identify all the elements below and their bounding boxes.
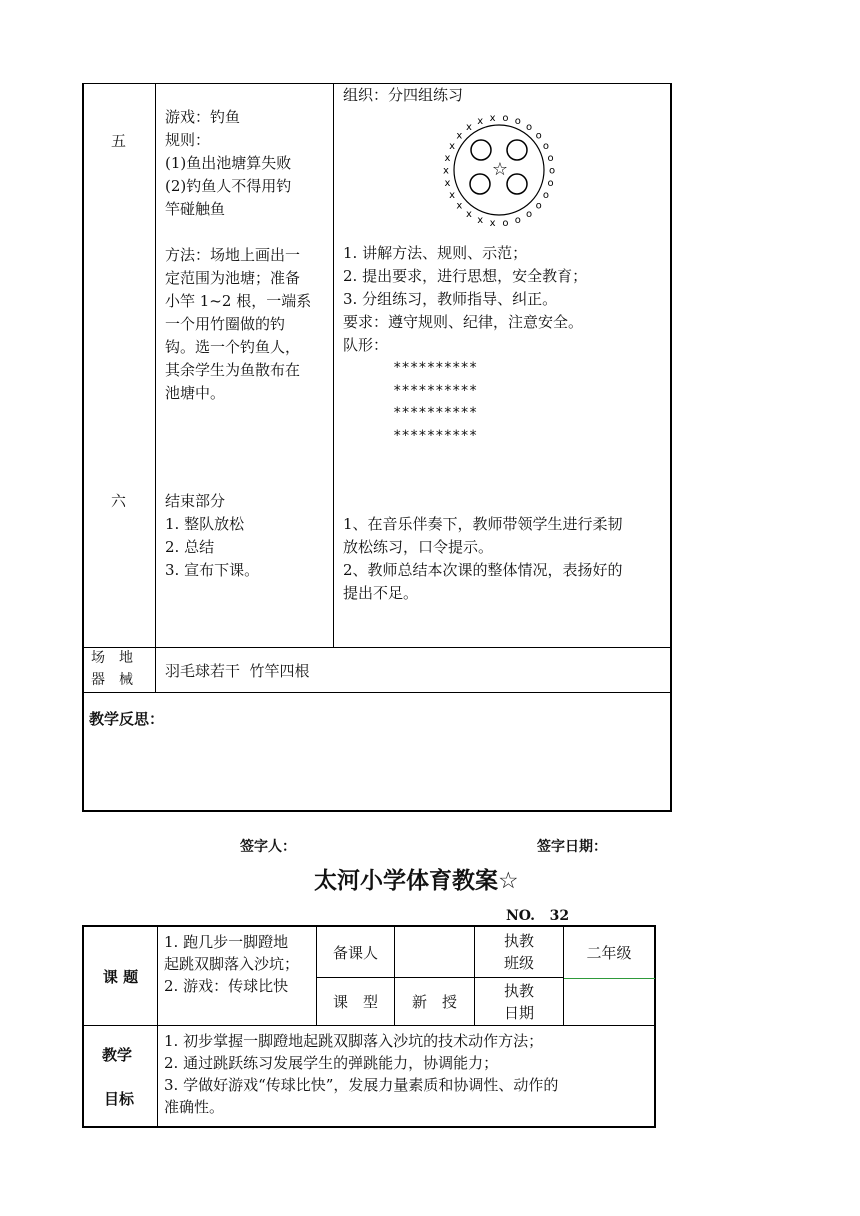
signer-label: 签字人： — [240, 839, 296, 855]
lesson-type-label: 课 型 — [332, 993, 378, 1011]
content-line — [165, 221, 311, 244]
content-line: 游戏：钓鱼 — [165, 108, 241, 126]
player-o-mark: o — [548, 165, 556, 177]
content-line: (1)鱼出池塘算失败 — [165, 154, 292, 172]
formation-row: ********** — [393, 405, 478, 421]
content-line: 定范围为池塘；准备 — [165, 269, 301, 287]
venue-label-line1: 场 地 — [91, 650, 133, 666]
content-line: 钩。选一个钓鱼人， — [165, 338, 301, 356]
date-label — [475, 978, 563, 1025]
class-label — [475, 927, 563, 977]
topic-line: 1. 跑几步一脚蹬地 — [164, 933, 289, 951]
content-line: 小竿 1~2 根，一端系 — [165, 292, 312, 310]
player-o-mark: o — [514, 215, 521, 227]
content-line: 结束部分 — [165, 492, 226, 510]
formation-diagram — [393, 357, 477, 447]
content-line: 竿碰触鱼 — [165, 200, 226, 218]
player-x-mark: x — [444, 178, 451, 190]
player-x-mark: x — [444, 152, 451, 164]
player-x-mark: x — [477, 215, 484, 227]
topic-line: 起跳双脚落入沙坑； — [164, 955, 300, 973]
player-o-mark: o — [535, 130, 542, 142]
player-x-mark: x — [449, 190, 456, 202]
reflection-label: 教学反思： — [89, 710, 165, 728]
class-value: 二年级 — [586, 943, 632, 962]
player-o-mark: o — [502, 112, 509, 124]
player-x-mark: x — [456, 200, 463, 212]
content-line: (2)钓鱼人不得用钓 — [165, 177, 292, 195]
player-x-mark: x — [456, 130, 463, 142]
fishing-pond-diagram — [440, 110, 560, 230]
step-line: 2. 提出要求，进行思想，安全教育； — [343, 267, 588, 285]
goals-label-line1: 教学 — [102, 1046, 133, 1064]
topic-line: 2. 游戏：传球比快 — [164, 977, 289, 995]
method-line: 1、在音乐伴奏下，教师带领学生进行柔韧 — [343, 515, 623, 533]
player-o-mark: o — [542, 190, 549, 202]
content-line: 2. 总结 — [165, 538, 215, 556]
player-o-mark: o — [502, 218, 509, 230]
organization-title: 组织：分四组练习 — [343, 86, 464, 104]
content-line: 方法：场地上画出一 — [165, 246, 301, 264]
class-label-line: 执教 — [503, 932, 534, 950]
star-icon: ☆ — [491, 159, 509, 180]
content-line: 3. 宣布下课。 — [165, 561, 260, 579]
preparer-value — [395, 927, 474, 977]
hoop-circle — [471, 140, 491, 160]
hoop-circle — [507, 174, 527, 194]
class-label-line: 班级 — [503, 954, 534, 972]
content-line: 规则： — [165, 131, 211, 149]
section-number-5: 五 — [111, 132, 127, 150]
player-x-mark: x — [489, 218, 496, 230]
player-o-mark: o — [547, 178, 554, 190]
player-o-mark: o — [547, 152, 554, 164]
date-label-line: 日期 — [503, 1003, 534, 1022]
goal-line: 3. 学做好游戏“传球比快”，发展力量素质和协调性、动作的 — [164, 1076, 559, 1094]
method-line: 2、教师总结本次课的整体情况，表扬好的 — [343, 561, 623, 579]
formation-row: ********** — [393, 360, 478, 376]
player-x-mark: x — [443, 165, 449, 177]
content-line: 其余学生为鱼散布在 — [165, 361, 301, 379]
method-line: 放松练习，口令提示。 — [343, 538, 494, 556]
method-line: 提出不足。 — [343, 584, 419, 602]
page-title: 太河小学体育教案☆ — [314, 868, 519, 894]
date-value — [564, 979, 654, 1025]
goal-line: 1. 初步掌握一脚蹬地起跳双脚落入沙坑的技术动作方法； — [164, 1032, 544, 1050]
content-line: 池塘中。 — [165, 384, 226, 402]
player-o-mark: o — [514, 115, 521, 127]
topic-label: 课 题 — [102, 967, 139, 986]
teaching-goals — [164, 1030, 558, 1118]
step-line: 队形： — [343, 336, 389, 354]
player-o-mark: o — [526, 209, 533, 221]
player-x-mark: x — [489, 112, 496, 124]
date-label-line: 执教 — [503, 981, 534, 1000]
step-line: 要求：遵守规则、纪律，注意安全。 — [343, 313, 584, 331]
venue-equipment: 羽毛球若干 竹竿四根 — [165, 662, 310, 680]
player-o-mark: o — [526, 121, 533, 133]
goal-line: 准确性。 — [164, 1098, 225, 1116]
hoop-circle — [507, 140, 527, 160]
hoop-circle — [470, 174, 490, 194]
teaching-steps — [343, 242, 587, 357]
ending-content — [165, 490, 259, 582]
venue-label-line2: 器 械 — [91, 672, 133, 688]
player-x-mark: x — [465, 209, 472, 221]
lesson-number: NO. 32 — [506, 908, 570, 924]
player-o-mark: o — [535, 200, 542, 212]
content-line: 1. 整队放松 — [165, 515, 245, 533]
player-o-mark: o — [542, 140, 549, 152]
formation-row: ********** — [393, 427, 478, 444]
player-x-mark: x — [465, 121, 472, 133]
player-x-mark: x — [477, 115, 484, 127]
step-line: 1. 讲解方法、规则、示范； — [343, 244, 528, 262]
content-line: 一个用竹圈做的钓 — [165, 315, 286, 333]
formation-row: ********** — [393, 382, 478, 399]
goal-line: 2. 通过跳跃练习发展学生的弹跳能力，协调能力； — [164, 1054, 499, 1072]
game-description — [165, 106, 311, 405]
lesson-type-value: 新 授 — [411, 993, 457, 1011]
step-line: 3. 分组练习，教师指导、纠正。 — [343, 290, 558, 308]
preparer-label: 备课人 — [332, 943, 378, 962]
ending-method — [343, 513, 623, 605]
sign-date-label: 签字日期： — [537, 839, 607, 855]
topic-content — [164, 931, 299, 997]
goals-label-line2: 目标 — [104, 1090, 135, 1108]
player-x-mark: x — [449, 140, 456, 152]
section-number-6: 六 — [111, 492, 127, 510]
